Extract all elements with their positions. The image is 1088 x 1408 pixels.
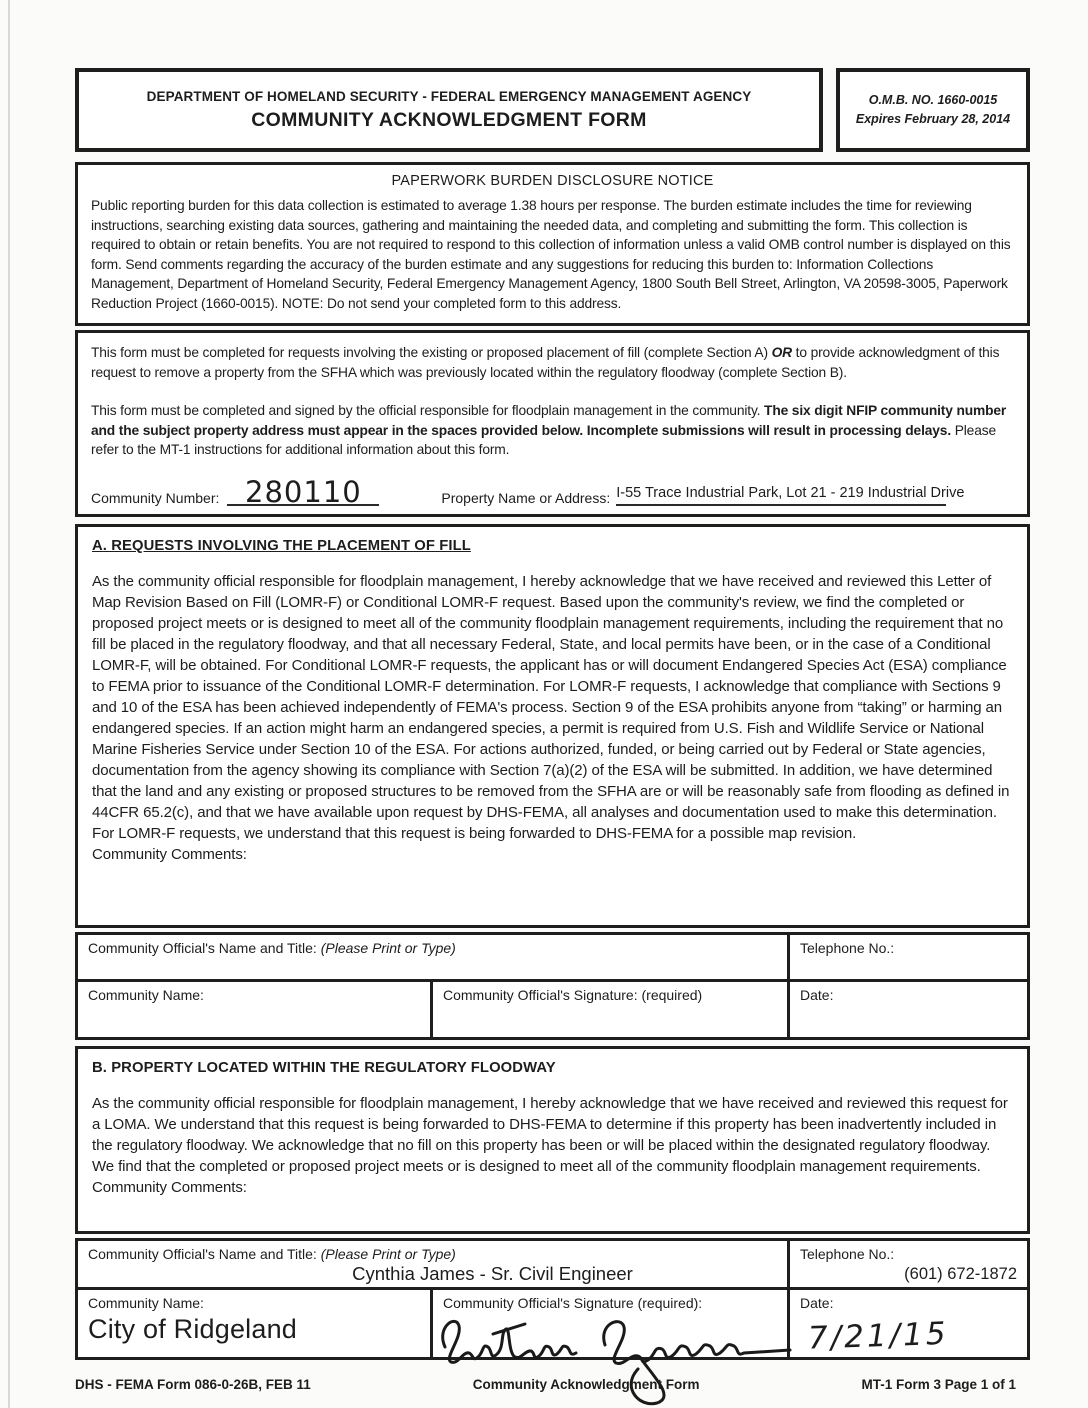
burden-notice-box bbox=[75, 162, 1030, 326]
form-title: COMMUNITY ACKNOWLEDGMENT FORM bbox=[251, 108, 647, 131]
table-a-name-title-cell bbox=[78, 935, 787, 979]
property-address-field bbox=[616, 482, 965, 506]
acknowledgment-table-a bbox=[75, 932, 1030, 1040]
community-number-value: 280110 bbox=[245, 474, 362, 509]
table-b-community-name-cell bbox=[78, 1290, 430, 1357]
acknowledgment-table-b bbox=[75, 1238, 1030, 1360]
scanned-form-page bbox=[75, 68, 1030, 1392]
community-number-label: Community Number: bbox=[91, 489, 220, 506]
identifier-fields bbox=[91, 474, 1014, 509]
section-a-comments-label: Community Comments: bbox=[92, 845, 247, 863]
header-box bbox=[75, 68, 823, 152]
table-b-telephone-label: Telephone No.: bbox=[800, 1245, 895, 1262]
table-b-name-title-cell bbox=[78, 1241, 787, 1287]
table-b-telephone-cell bbox=[787, 1241, 1027, 1287]
table-b-date-label: Date: bbox=[800, 1294, 834, 1311]
section-a-title: A. REQUESTS INVOLVING THE PLACEMENT OF FILL bbox=[92, 537, 471, 554]
section-b-body: As the community official responsible for floodplain management, I hereby acknowledge that we have received and reviewed this request for a LOMA. We understand that this request is being forwarded to DHS-FEMA to determine if this property has been inadvertently included in the regulatory floodway. We acknowledge that no fill on this property has been or will be placed within the designated regulatory floodway. We find that the completed or proposed project meets or is designed to meet all of the community floodplain management requirements. bbox=[92, 1094, 1008, 1175]
table-b-telephone-value: (601) 672-1872 bbox=[904, 1264, 1017, 1283]
table-b-date-value: 7/21/15 bbox=[807, 1315, 950, 1357]
omb-expiration: Expires February 28, 2014 bbox=[855, 112, 1011, 126]
table-a-telephone-label: Telephone No.: bbox=[800, 939, 895, 956]
table-b-community-name-label: Community Name: bbox=[88, 1294, 204, 1311]
table-a-telephone-cell bbox=[787, 935, 1027, 979]
table-b-row-name bbox=[78, 1241, 1027, 1287]
form-header bbox=[75, 68, 1030, 152]
table-a-row-signature bbox=[78, 979, 1027, 1037]
table-b-date-cell bbox=[787, 1290, 1027, 1357]
table-b-signature-label: Community Official's Signature (required): bbox=[443, 1294, 703, 1311]
table-a-date-label: Date: bbox=[800, 986, 834, 1003]
section-b-box bbox=[75, 1046, 1030, 1234]
table-b-signature-cell bbox=[430, 1290, 787, 1357]
table-a-signature-label: Community Official's Signature: (required) bbox=[443, 986, 703, 1003]
official-signature-image bbox=[435, 1307, 797, 1407]
section-a-box bbox=[75, 524, 1030, 928]
omb-number: O.M.B. NO. 1660-0015 bbox=[868, 93, 998, 107]
table-a-community-name-label: Community Name: bbox=[88, 986, 204, 1003]
footer-form-name: Community Acknowledgment Form bbox=[472, 1376, 700, 1392]
table-b-name-title-value: Cynthia James - Sr. Civil Engineer bbox=[352, 1262, 633, 1284]
table-a-row-name bbox=[78, 935, 1027, 979]
table-a-community-name-cell bbox=[78, 982, 430, 1037]
table-b-name-title-label: Community Official's Name and Title: (Please Print or Type) bbox=[88, 1245, 456, 1262]
community-number-field bbox=[227, 474, 379, 509]
section-a-body: As the community official responsible for floodplain management, I hereby acknowledge that we have received and reviewed this Letter of Map Revision Based on Fill (LOMR-F) or Conditional LOMR-F request. Based upon the community's review, we find the completed or proposed project meets or is designed to meet all of the community floodplain management requirements, including the requirement that no fill be placed in the regulatory floodway, and that all necessary Federal, State, and local permits have been, or in the case of a Conditional LOMR-F, will be obtained. For Conditional LOMR-F requests, the applicant has or will document Endangered Species Act (ESA) compliance to FEMA prior to issuance of the Conditional LOMR-F determination. For LOMR-F requests, I acknowledge that compliance with Sections 9 and 10 of the ESA has been achieved independently of FEMA's process. Section 9 of the ESA prohibits anyone from “taking” or harming an endangered species. If an action might harm an endangered species, a permit is required from U.S. Fish and Wildlife Service or National Marine Fisheries Service under Section 10 of the ESA. For actions authorized, funded, or being carried out by Federal or State agencies, documentation from the agency showing its compliance with Section 7(a)(2) of the ESA will be submitted. In addition, we have determined that the land and any existing or proposed structures to be removed from the SFHA are or will be reasonably safe from flooding as defined in 44CFR 65.2(c), and that we have available upon request by DHS-FEMA, all analyses and documentation used to make this determination. For LOMR-F requests, we understand that this request is being forwarded to DHS-FEMA for a possible map revision. bbox=[92, 572, 1010, 842]
section-b-title: B. PROPERTY LOCATED WITHIN THE REGULATORY FLOODWAY bbox=[92, 1059, 556, 1076]
table-b-row-signature bbox=[78, 1287, 1027, 1357]
property-address-label: Property Name or Address: bbox=[441, 489, 611, 506]
footer-form-number: DHS - FEMA Form 086-0-26B, FEB 11 bbox=[75, 1376, 311, 1392]
instructions-box bbox=[75, 330, 1030, 517]
burden-notice-title: PAPERWORK BURDEN DISCLOSURE NOTICE bbox=[391, 173, 714, 189]
omb-box bbox=[836, 68, 1030, 152]
property-field-group bbox=[441, 482, 965, 506]
property-address-value: I-55 Trace Industrial Park, Lot 21 - 219 Industrial Drive bbox=[616, 484, 965, 501]
table-b-community-name-value: City of Ridgeland bbox=[88, 1313, 298, 1344]
section-b-comments-label: Community Comments: bbox=[92, 1178, 247, 1196]
scan-artifact-line bbox=[8, 0, 10, 1408]
instructions-paragraph-sign: This form must be completed and signed by the official responsible for floodplain management in the community. The six digit NFIP community number and the subject property address must appear in the spaces provided below. Incomplete submissions will result in processing delays. Please refer to the MT-1 instructions for additional information about this form. bbox=[91, 403, 1007, 457]
footer-page-info: MT-1 Form 3 Page 1 of 1 bbox=[861, 1376, 1016, 1392]
table-a-signature-cell bbox=[430, 982, 787, 1037]
agency-title: DEPARTMENT OF HOMELAND SECURITY - FEDERAL EMERGENCY MANAGEMENT AGENCY bbox=[146, 88, 752, 104]
table-a-name-title-label: Community Official's Name and Title: (Please Print or Type) bbox=[88, 939, 456, 956]
instructions-paragraph-fill: This form must be completed for requests involving the existing or proposed placement of fill (complete Section A) OR to provide acknowledgment of this request to remove a property from the SFHA which was previously located within the regulatory floodway (complete Section B). bbox=[91, 345, 1000, 380]
burden-notice-body: Public reporting burden for this data collection is estimated to average 1.38 hours per response. The burden estimate includes the time for reviewing instructions, searching existing data sources, gathering and maintaining the needed data, and completing and submitting the form. This collection is required to obtain or retain benefits. You are not required to respond to this collection of information unless a valid OMB control number is displayed on this form. Send comments regarding the accuracy of the burden estimate and any suggestions for reducing this burden to: Information Collections Management, Department of Homeland Security, Federal Emergency Management Agency, 1800 South Bell Street, Arlington, VA 20598-3005, Paperwork Reduction Project (1660-0015). NOTE: Do not send your completed form to this address. bbox=[91, 198, 1011, 311]
table-a-date-cell bbox=[787, 982, 1027, 1037]
